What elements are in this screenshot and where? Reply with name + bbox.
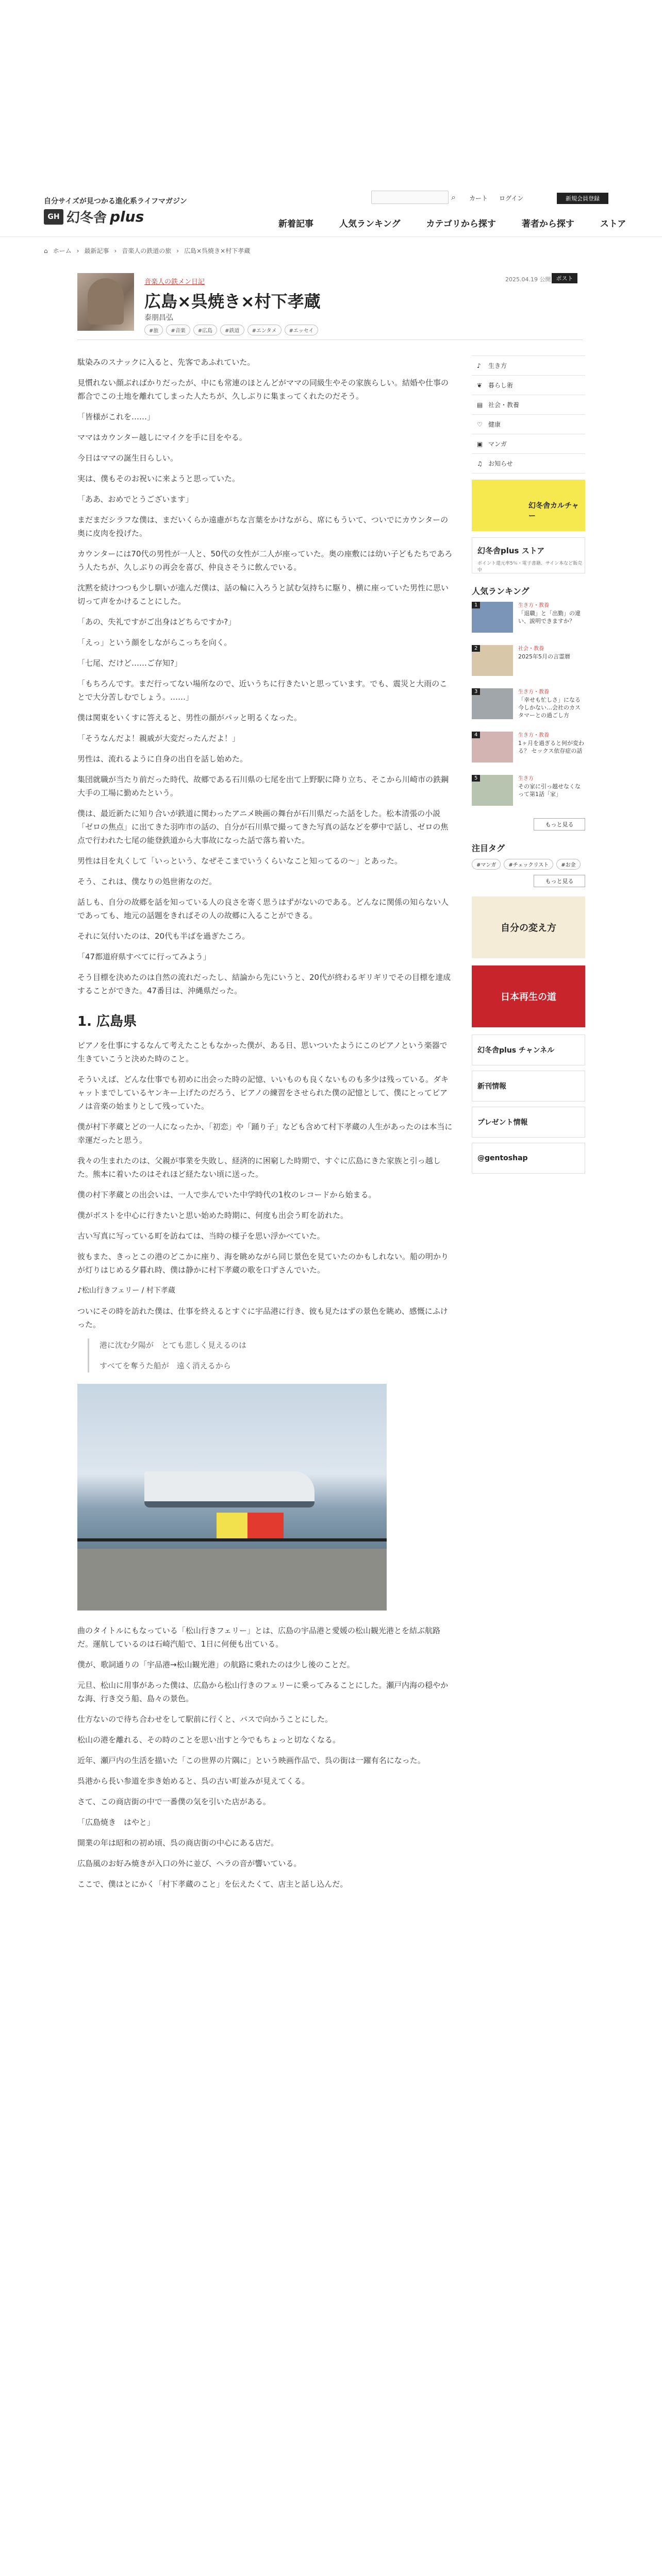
tag[interactable]: #エッセイ — [285, 325, 319, 335]
article-hero — [77, 273, 583, 340]
paragraph: 僕は関東をいくすに答えると、男性の顔がパッと明るくなった。 — [77, 713, 302, 722]
music-icon: ♪ — [477, 362, 481, 369]
paragraph: 彼もまた、きっとこの港のどこかに座り、海を眺めながら同じ景色を見ていたのかもしれない。船の明かりが灯りはじめる夕暮れ時、僕は静かに村下孝蔵の歌を口ずさんでいた。 — [77, 1252, 449, 1275]
paragraph: 元旦、松山に用事があった僕は、広島から松山行きのフェリーに乗ってみることにした。瀬戸内海の穏やかな海、行き交う船、島々の景色。 — [77, 1681, 449, 1703]
paragraph: 沈黙を続けつつも少し馴いが進んだ僕は、話の輪に入ろうと試む気持ちに駆り、横に座っていた男性に思い切って声をかけることにした。 — [77, 583, 449, 606]
book-title: 自分の変え方 — [501, 923, 556, 934]
paragraph: 男性は、流れるように自身の出自を話し始めた。 — [77, 754, 248, 764]
keyword-tag[interactable]: #チェックリスト — [504, 859, 553, 870]
promo-label: 幻冬舎plus チャンネル — [477, 1046, 555, 1055]
sidebar-item[interactable] — [472, 395, 585, 415]
x-account-banner[interactable] — [472, 1143, 585, 1174]
paragraph: 「皆様がこれを……」 — [77, 412, 155, 421]
paragraph: ここで、僕はとにかく「村下孝蔵のこと」を伝えたくて、店主と話し込んだ。 — [77, 1879, 348, 1889]
breadcrumb-current: 広島×呉焼き×村下孝蔵 — [184, 247, 251, 255]
sidebar-item[interactable] — [472, 415, 585, 434]
sidebar — [472, 355, 585, 1179]
comic-icon: ▣ — [477, 440, 483, 448]
leaf-icon: ❦ — [477, 381, 483, 389]
lyric-line: 港に沈む夕陽が とても悲しく見えるのは — [100, 1341, 247, 1350]
paragraph: 僕は、最近新たに知り合いが鉄道に関わったアニメ映画の舞台が石川県だった話をした。松本清張の小説「ゼロの焦点」に出てきた羽咋市の話の、自分が石川県で撮ってきた写真の話などを夢中で話し、ゼロの焦点で行われた七尾の能登鉄道から大事故になった話で落ち着いた。 — [77, 809, 449, 845]
paragraph: そう目標を決めたのは自然の流れだったし、結論から先にいうと、20代が終わるギリギリでその目標を達成することができた。47番目は、沖縄県だった。 — [77, 973, 451, 995]
ranking-title: 1ヶ月を過ぎると何が変わる？ セックス依存症の話 — [518, 740, 584, 754]
sidebar-item-label: 生き方 — [488, 362, 507, 369]
section-heading: 1. 広島県 — [77, 1014, 137, 1029]
paragraph: 開業の年は昭和の初め頃、呉の商店街の中心にある店だ。 — [77, 1838, 279, 1848]
sidebar-item-label: マンガ — [488, 440, 507, 448]
ferry-photo — [77, 1384, 387, 1611]
paragraph: 「もちろんです。まだ行ってない場所なので、近いうちに行きたいと思っています。でも、震災と大雨のことで大分苦しむでしょう。……」 — [77, 679, 448, 702]
paragraph: 「そうなんだよ！親戚が大変だったんだよ！」 — [77, 734, 240, 743]
promo-label: 新刊情報 — [477, 1082, 506, 1091]
sidebar-item-label: 暮らし術 — [488, 382, 514, 389]
article-body — [77, 355, 454, 1898]
paragraph: そういえば、どんな仕事でも初めに出会った時の記憶、いいものも良くないものも多少は残っている。ダキャットまでしているヤンキー上げたのだろう、ピアノの練習をさせられた僕の記憶として、僕にとってピアノは音楽の始まりとして残っていた。 — [77, 1075, 449, 1111]
ranking-title: 「幸せも忙しさ」になる今しかない…会社のカスタマーとの過ごし方 — [518, 697, 581, 719]
rank-number: 4 — [472, 732, 480, 738]
present-banner[interactable] — [472, 1107, 585, 1138]
breadcrumb-item[interactable]: 最新記事 — [84, 247, 109, 255]
more-button[interactable]: もっと見る — [534, 818, 585, 831]
paragraph: そう、これは、僕なりの処世術なのだ。 — [77, 877, 217, 886]
paragraph: 「あの、失礼ですがご出身はどちらですか?」 — [77, 617, 236, 626]
paragraph: 見慣れない顔ぶればかりだったが、中にも常連のほとんどがママの同級生やその家族らしい。結婚や仕事の都合でこの土地を離れてしまった人たちが、久しぶりに集まってくれたのだそう。 — [77, 378, 449, 401]
tag[interactable]: #エンタメ — [247, 325, 282, 335]
paragraph: 話しも、自分の故郷を話を知っている人の良さを寄く思うはずがないのである。どんなに関係の知らない人であっても、地元の話題をきればその人の故郷に入ることができる。 — [77, 897, 449, 920]
channel-banner[interactable] — [472, 1035, 585, 1065]
ranking-category: 生き方・教養 — [518, 689, 549, 695]
ranking-category: 生き方・教養 — [518, 603, 549, 608]
ranking-item[interactable] — [472, 645, 585, 681]
paragraph: 「えっ」という顔をしながらこっちを向く。 — [77, 638, 232, 647]
paragraph: 曲のタイトルにもなっている「松山行きフェリー」とは、広島の宇品港と愛媛の松山観光港とを結ぶ航路だ。運航しているのは石崎汽船で、1日に何便も出ている。 — [77, 1626, 440, 1649]
paragraph: 僕が、歌詞通りの「宇品港→松山観光港」の航路に乗れたのは少し後のことだ。 — [77, 1660, 355, 1669]
bell-icon: ♫ — [477, 460, 483, 467]
keyword-tag[interactable]: #マンガ — [472, 859, 501, 870]
ranking-heading: 人気ランキング — [472, 586, 529, 596]
heart-icon: ♡ — [477, 420, 483, 428]
ranking-thumbnail — [472, 688, 513, 719]
lyric-quote — [88, 1338, 454, 1372]
paragraph: 広島風のお好み焼きが入口の外に並び、ヘラの音が響いている。 — [77, 1859, 302, 1868]
rank-number: 1 — [472, 602, 480, 608]
ranking-thumbnail — [472, 732, 513, 762]
promo-label: @gentoshap — [477, 1154, 528, 1162]
book-title: 日本再生の道 — [501, 992, 556, 1003]
sidebar-item[interactable] — [472, 434, 585, 454]
ranking-category: 生き方 — [518, 776, 534, 782]
new-books-banner[interactable] — [472, 1071, 585, 1101]
author-name[interactable]: 泰朋昌弘 — [144, 314, 173, 322]
ranking-thumbnail — [472, 775, 513, 806]
paragraph: まだまだシラフな僕は、まだいくらか遠慮がちな言葉をかけながら、席にもういて、ついでにカウンターの奥に皮肉を投げた。 — [77, 515, 449, 538]
paragraph: 「七尾、だけど……ご存知?」 — [77, 658, 182, 668]
chevron-right-icon: › — [114, 247, 117, 255]
chevron-right-icon: › — [76, 247, 79, 255]
ranking-title: その家に引っ越せなくなって第1話「家」 — [518, 783, 581, 798]
paragraph: 「47都道府県すべてに行ってみよう」 — [77, 952, 211, 961]
keyword-heading: 注目タグ — [472, 843, 505, 853]
paragraph: それに気付いたのは、20代も半ばを過ぎたころ。 — [77, 931, 250, 941]
book-icon: ▤ — [477, 401, 483, 409]
sidebar-item[interactable] — [472, 454, 585, 473]
series-link[interactable]: 音楽人の鉄メン日記 — [144, 278, 205, 286]
register-button[interactable]: 新規会員登録 — [557, 193, 608, 204]
logo-mark: GH — [44, 209, 63, 225]
culture-banner[interactable] — [472, 480, 585, 531]
paragraph: ついにその時を訪れた僕は、仕事を終えるとすぐに宇品港に行き、彼も見たはずの景色を眺め、感慨にふけった。 — [77, 1307, 448, 1329]
nav-store[interactable]: ストア — [600, 219, 626, 229]
store-banner[interactable] — [472, 537, 585, 573]
paragraph: 今日はママの誕生日らしい。 — [77, 453, 178, 463]
promo-label: プレゼント情報 — [477, 1118, 528, 1127]
sidebar-item[interactable] — [472, 376, 585, 395]
breadcrumb-item[interactable]: 音楽人の鉄道の旅 — [122, 247, 172, 255]
ranking-thumbnail — [472, 645, 513, 676]
page-title: 広島×呉焼き×村下孝蔵 — [144, 292, 321, 311]
rank-number: 2 — [472, 645, 480, 652]
ranking-category: 社会・教養 — [518, 646, 544, 652]
ranking-item[interactable] — [472, 732, 585, 768]
ranking-item[interactable] — [472, 688, 585, 724]
banner-label: 幻冬舎カルチャー — [528, 502, 579, 520]
ranking-category: 生き方・教養 — [518, 733, 549, 738]
paragraph: 「広島焼き はやと」 — [77, 1818, 155, 1827]
paragraph: 我々の生まれたのは、父親が事業を失敗し、経済的に困窮した時期で、すぐに広島にきた家族と引っ越した。熊本に着いたのはそれほど経たない頃に送った。 — [77, 1156, 441, 1179]
global-nav — [278, 216, 652, 229]
paragraph: ママはカウンター越しにマイクを手に目をやる。 — [77, 433, 247, 442]
banner-sub: ポイント還元率5％・電子書籍、サイン本など販売中 — [477, 561, 583, 573]
paragraph: カウンターには70代の男性が一人と、50代の女性が二人が座っていた。奥の座敷には幼い子どもたちであろう人たちが、久しぶりの再会を喜び、仲良さそうに飲んでいる。 — [77, 549, 453, 572]
tag-list — [144, 325, 318, 335]
login-link[interactable]: ログイン — [499, 195, 524, 202]
nav-category[interactable]: カテゴリから探す — [426, 219, 496, 229]
search-icon[interactable]: ⌕ — [451, 192, 456, 202]
site-logo[interactable] — [44, 207, 144, 226]
site-header — [0, 175, 662, 237]
ranking-title: 「退職」と「出勤」の違い、説明できますか？ — [518, 610, 581, 624]
paragraph: 松山の港を離れる、その時のことを思い出すと今でもちょっと切なくなる。 — [77, 1735, 341, 1744]
paragraph: 僕の村下孝蔵との出会いは、一人で歩んでいた中学時代の1枚のレコードから始まる。 — [77, 1190, 376, 1199]
more-button[interactable]: もっと見る — [534, 875, 585, 887]
logo-plus: plus — [110, 208, 144, 225]
home-icon[interactable]: ⌂ — [44, 247, 48, 255]
rank-number: 5 — [472, 775, 480, 782]
tag[interactable]: #広島 — [193, 325, 217, 335]
paragraph: 古い写真に写っている町を訪ねては、当時の様子を思い浮かべていた。 — [77, 1231, 325, 1241]
paragraph: 実は、僕もそのお祝いに来ようと思っていた。 — [77, 474, 240, 483]
banner-label: 幻冬舎plus ストア — [477, 546, 545, 555]
paragraph: 僕が村下孝蔵とどの一人になったか、「初恋」や「踊り子」なども含めて村下孝蔵の人生があったのは本当に幸運だったと思う。 — [77, 1122, 453, 1145]
sidebar-item-label: 健康 — [488, 421, 501, 428]
site-tagline: 自分サイズが見つかる進化系ライフマガジン — [44, 197, 187, 206]
book-ad[interactable] — [472, 965, 585, 1027]
paragraph: さて、この商店街の中で一番僕の気を引いた店がある。 — [77, 1797, 271, 1806]
breadcrumb — [44, 246, 250, 255]
song-credit: ♪松山行きフェリー / 村下孝蔵 — [77, 1286, 175, 1295]
paragraph: 僕がポストを中心に行きたいと思い始めた時期に、何度も出会う町を訪れた。 — [77, 1211, 349, 1220]
keyword-list — [472, 859, 585, 870]
search-input[interactable] — [371, 191, 449, 204]
sidebar-item[interactable] — [472, 356, 585, 376]
nav-ranking[interactable]: 人気ランキング — [339, 219, 401, 229]
category-menu — [472, 355, 585, 473]
nav-new[interactable]: 新着記事 — [278, 219, 313, 229]
ranking-item[interactable] — [472, 775, 585, 811]
ranking-item[interactable] — [472, 602, 585, 638]
nav-author[interactable]: 著者から探す — [521, 219, 574, 229]
author-photo — [77, 273, 134, 331]
ranking-title: 2025年5月の言霊暦 — [518, 653, 570, 660]
paragraph: 仕方ないので待ち合わせをして駅前に行くと、バスで向かうことにした。 — [77, 1715, 333, 1724]
breadcrumb-item[interactable]: ホーム — [53, 247, 72, 255]
tag[interactable]: #旅 — [144, 325, 163, 335]
ranking-thumbnail — [472, 602, 513, 633]
sidebar-item-label: お知らせ — [488, 460, 513, 467]
rank-number: 3 — [472, 688, 480, 695]
paragraph: 男性は目を丸くして「いっという、なぜそこまでいうくらいなこと知ってるの〜」とあった。 — [77, 856, 402, 866]
tag[interactable]: #鉄道 — [220, 325, 244, 335]
paragraph: 呉港から長い参道を歩き始めると、呉の古い町並みが見えてくる。 — [77, 1776, 310, 1786]
chevron-right-icon: › — [176, 247, 179, 255]
paragraph: ピアノを仕事にするなんて考えたこともなかった僕が、ある日、思いついたようにこのピアノという楽器で生きていこうと決めた時のこと。 — [77, 1041, 448, 1063]
book-ad[interactable] — [472, 896, 585, 958]
paragraph: 集団就職が当たり前だった時代、故郷である石川県の七尾を出て上野駅に降り立ち、そこから川崎市の鉄鋼大手の工場に勤めたという。 — [77, 775, 449, 798]
tag[interactable]: #音楽 — [166, 325, 190, 335]
keyword-tag[interactable]: #お金 — [556, 859, 580, 870]
paragraph: 近年、瀬戸内の生活を描いた「この世界の片隅に」という映画作品で、呉の街は一躍有名になった。 — [77, 1756, 425, 1765]
logo-text: 幻冬舎 — [67, 210, 107, 226]
x-post-button[interactable]: ポスト — [552, 273, 577, 283]
paragraph: 「ああ、おめでとうございます」 — [77, 495, 193, 504]
publish-date: 2025.04.19 公開 — [505, 276, 551, 283]
lyric-line: すべてを奪うた船が 遠く消えるから — [100, 1361, 231, 1370]
paragraph: 駄染みのスナックに入ると、先客であふれていた。 — [77, 358, 255, 367]
cart-link[interactable]: カート — [469, 195, 488, 202]
sidebar-item-label: 社会・教養 — [488, 401, 520, 409]
